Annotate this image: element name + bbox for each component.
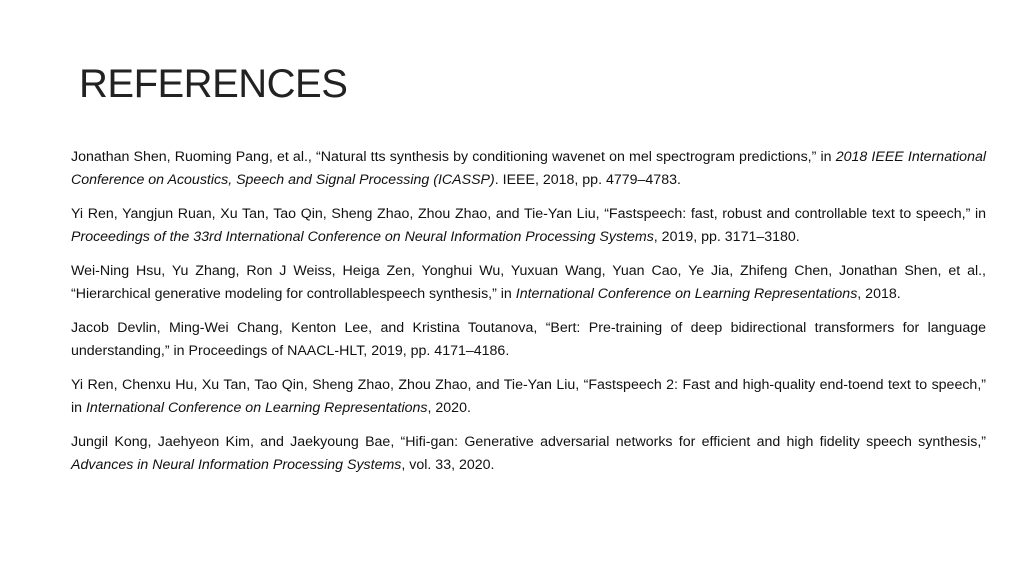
- reference-details: , 2020.: [427, 400, 471, 416]
- reference-item: [71, 374, 986, 420]
- reference-item: [71, 260, 986, 306]
- reference-list: [71, 146, 986, 477]
- reference-item: [71, 317, 986, 363]
- reference-details: , 2018.: [857, 286, 901, 302]
- reference-venue: 2018 IEEE International Conference on Acoustics, Speech and Signal Processing (ICASSP): [71, 149, 986, 188]
- reference-item: [71, 146, 986, 192]
- reference-text: Wei-Ning Hsu, Yu Zhang, Ron J Weiss, Heiga Zen, Yonghui Wu, Yuxuan Wang, Yuan Cao, Ye Jia, Zhifeng Chen, Jonathan Shen, et al., “Hierarchical generative modeling for controllablespeech synthesis,” in: [71, 263, 986, 302]
- reference-item: [71, 431, 986, 477]
- slide-title: REFERENCES: [79, 62, 348, 106]
- reference-venue: International Conference on Learning Representations: [515, 286, 858, 302]
- reference-venue: Advances in Neural Information Processing Systems: [71, 457, 402, 473]
- reference-text: Yi Ren, Yangjun Ruan, Xu Tan, Tao Qin, Sheng Zhao, Zhou Zhao, and Tie-Yan Liu, “Fastspeech: fast, robust and controllable text to speech,” in: [71, 206, 986, 222]
- reference-venue: International Conference on Learning Representations: [85, 400, 428, 416]
- reference-text: Jungil Kong, Jaehyeon Kim, and Jaekyoung Bae, “Hifi-gan: Generative adversarial networks for efficient and high fidelity speech synthesis,”: [71, 434, 986, 450]
- reference-text: Jonathan Shen, Ruoming Pang, et al., “Natural tts synthesis by conditioning wavenet on mel spectrogram predictions,” in: [71, 149, 836, 165]
- reference-details: . IEEE, 2018, pp. 4779–4783.: [494, 172, 681, 188]
- reference-text: Yi Ren, Chenxu Hu, Xu Tan, Tao Qin, Sheng Zhao, Zhou Zhao, and Tie-Yan Liu, “Fastspeech 2: Fast and high-quality end-toend text to speech,” in: [71, 377, 986, 416]
- reference-details: , vol. 33, 2020.: [401, 457, 495, 473]
- reference-details: , 2019, pp. 3171–3180.: [653, 229, 800, 245]
- reference-venue: Proceedings of the 33rd International Conference on Neural Information Processing Systems: [71, 229, 654, 245]
- reference-item: [71, 203, 986, 249]
- reference-text: Jacob Devlin, Ming-Wei Chang, Kenton Lee, and Kristina Toutanova, “Bert: Pre-training of deep bidirectional transformers for language understanding,” in Proceedings of NAACL-HLT, 2019, pp. 4171–4186.: [71, 320, 986, 359]
